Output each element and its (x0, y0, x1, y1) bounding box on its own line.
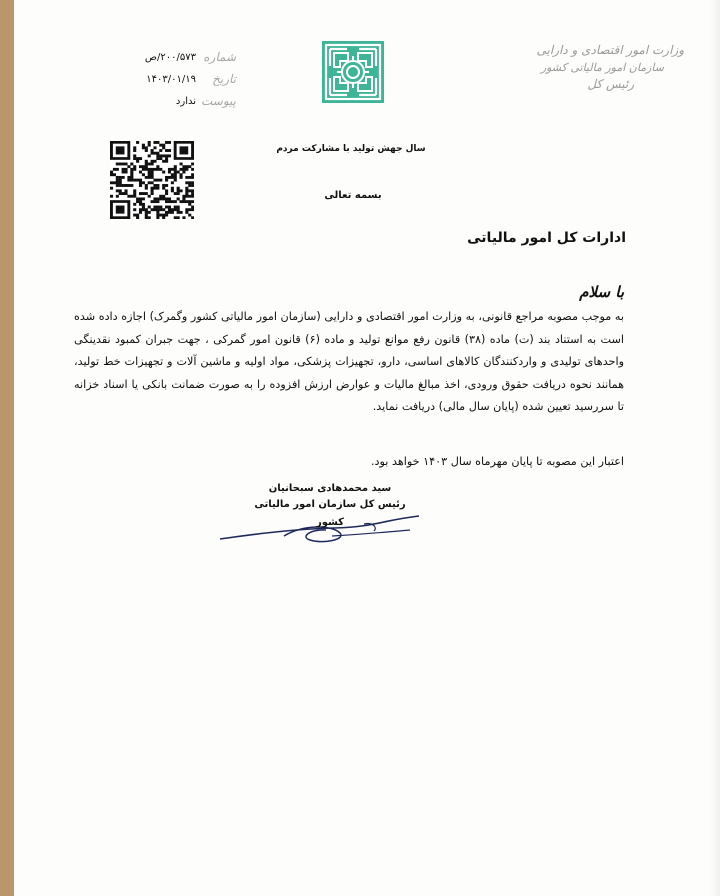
date-row (126, 68, 236, 90)
attachment-value: ندارد (175, 95, 196, 107)
greeting: با سلام (579, 283, 624, 301)
attachment-row (126, 90, 236, 112)
number-value: ۲۰۰/۵۷۳/ص (144, 51, 196, 63)
validity-note: اعتبار این مصوبه تا پایان مهرماه سال ۱۴۰۳ خواهد بود. (370, 455, 624, 468)
qr-code-icon (110, 141, 194, 219)
date-value: ۱۴۰۳/۰۱/۱۹ (146, 73, 196, 85)
ministry-line: وزارت امور اقتصادی و دارایی (536, 43, 684, 57)
attachment-label: پیوست (201, 94, 236, 108)
bismillah-heading: بسمه تعالی (324, 190, 382, 201)
tax-organization-logo-icon (321, 40, 385, 104)
number-row (126, 46, 236, 68)
signature-block (240, 482, 420, 532)
position-line: رئیس کل (587, 77, 634, 91)
ministry-letterhead (514, 42, 704, 93)
organization-line: سازمان امور مالیاتی کشور (540, 61, 664, 74)
letter-page (14, 0, 720, 896)
body-paragraph: به موجب مصوبه مراجع قانونی، به وزارت امور اقتصادی و دارایی (سازمان امور مالیاتی کشور وگمرک) اجازه داده شده است به استناد بند (ت) ماده (۳۸) قانون رفع موانع تولید و ماده (۶) قانون امور گمرکی ، جهت جبران کمبود نقدینگی واحدهای تولیدی و واردکنندگان کالاهای اساسی، دارو، تجهیزات پزشکی، مواد اولیه و ماشین آلات و تجهیزات خط تولید، همانند نحوه دریافت حقوق ورودی، اخذ مبالغ مالیات و عوارض ارزش افزوده را به صورت ضمانت بانکی یا اسناد خزانه تا سررسید تعیین شده (پایان سال مالی) دریافت نماید. (74, 310, 624, 414)
addressee: ادارات کل امور مالیاتی (467, 230, 626, 246)
signer-name: سید محمدهادی سبحانیان (268, 483, 392, 494)
year-slogan: سال جهش تولید با مشارکت مردم (276, 144, 426, 154)
date-label: تاریخ (212, 72, 236, 86)
signer-title: رئیس کل سازمان امور مالیاتی کشور (254, 499, 406, 528)
letter-body (74, 306, 624, 419)
number-label: شماره (203, 50, 236, 64)
letter-metadata (126, 46, 236, 112)
